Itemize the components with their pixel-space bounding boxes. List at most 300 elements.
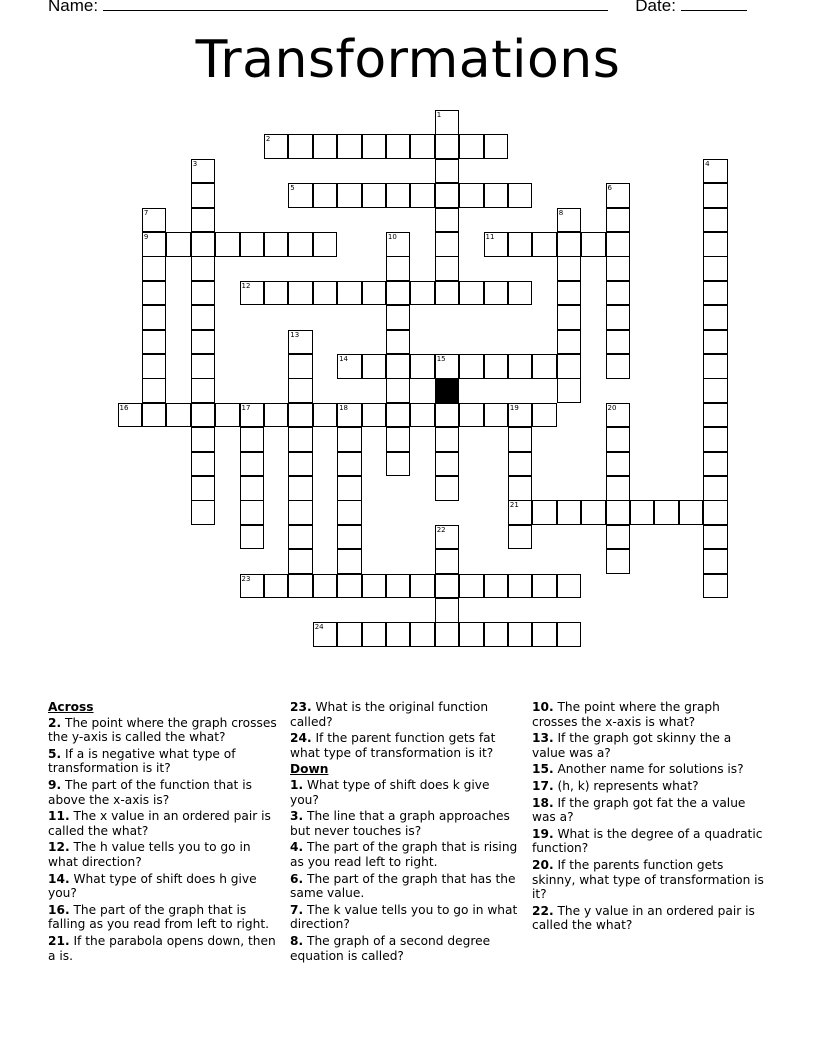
grid-cell[interactable]: [484, 574, 509, 599]
grid-cell[interactable]: [508, 183, 533, 208]
grid-cell[interactable]: [459, 574, 484, 599]
clue-item-number: 13.: [532, 731, 554, 746]
clues-column-1: [48, 700, 280, 965]
grid-cell[interactable]: [459, 354, 484, 379]
grid-cell[interactable]: [288, 549, 313, 574]
grid-cell[interactable]: [459, 622, 484, 647]
grid-cell[interactable]: [606, 354, 631, 379]
grid-cell[interactable]: [240, 232, 265, 257]
clue-item: [290, 731, 522, 760]
grid-cell[interactable]: [508, 476, 533, 501]
grid-cell[interactable]: [557, 281, 582, 306]
grid-cell[interactable]: [703, 427, 728, 452]
grid-cell[interactable]: [142, 354, 167, 379]
clue-item-text: What is the degree of a quadratic function?: [532, 826, 763, 856]
grid-cell[interactable]: [508, 354, 533, 379]
grid-cell[interactable]: [288, 281, 313, 306]
name-label: Name:: [48, 0, 99, 15]
grid-cell[interactable]: [703, 208, 728, 233]
grid-cell[interactable]: [337, 476, 362, 501]
grid-cell[interactable]: [337, 622, 362, 647]
clue-item-number: 20.: [532, 857, 554, 872]
across-heading: Across: [48, 700, 94, 714]
clue-number: 7: [143, 208, 149, 217]
clue-item-text: The point where the graph crosses the y-axis is called the what?: [48, 715, 277, 745]
grid-cell[interactable]: [557, 378, 582, 403]
clue-item: [532, 858, 768, 902]
grid-cell[interactable]: [288, 330, 313, 355]
grid-cell[interactable]: [288, 476, 313, 501]
grid-cell[interactable]: [410, 354, 435, 379]
clue-number: 13: [290, 330, 300, 339]
grid-cell[interactable]: [191, 452, 216, 477]
grid-cell[interactable]: [313, 574, 338, 599]
clue-number: 15: [436, 355, 446, 363]
clue-item-number: 11.: [48, 809, 70, 824]
clue-item-number: 8.: [290, 933, 304, 948]
grid-cell[interactable]: [142, 330, 167, 355]
grid-cell[interactable]: [288, 378, 313, 403]
grid-cell[interactable]: [337, 183, 362, 208]
grid-cell[interactable]: [435, 452, 460, 477]
grid-cell[interactable]: [532, 354, 557, 379]
grid-cell[interactable]: [557, 232, 582, 257]
grid-cell[interactable]: [508, 281, 533, 306]
grid-cell[interactable]: [191, 427, 216, 452]
grid-cell[interactable]: [313, 281, 338, 306]
grid-cell[interactable]: [435, 256, 460, 281]
grid-cell[interactable]: [606, 305, 631, 330]
clue-item-number: 7.: [290, 902, 304, 917]
grid-cell[interactable]: [362, 281, 387, 306]
grid-cell[interactable]: [142, 378, 167, 403]
grid-cell[interactable]: [142, 232, 167, 257]
grid-cell[interactable]: [264, 134, 289, 159]
grid-cell[interactable]: [410, 403, 435, 428]
clue-number: 18: [339, 403, 349, 412]
grid-cell[interactable]: [362, 622, 387, 647]
page-title: Transformations: [195, 30, 621, 90]
grid-cell[interactable]: [240, 452, 265, 477]
grid-cell[interactable]: [435, 354, 460, 379]
grid-cell[interactable]: [654, 500, 679, 525]
grid-cell[interactable]: [435, 427, 460, 452]
clue-item: [48, 747, 280, 776]
grid-cell[interactable]: [703, 159, 728, 184]
clue-number: 11: [485, 233, 495, 241]
grid-cell[interactable]: [532, 622, 557, 647]
grid-cell[interactable]: [288, 232, 313, 257]
clue-item: [48, 778, 280, 807]
grid-cell[interactable]: [508, 232, 533, 257]
grid-cell[interactable]: [240, 403, 265, 428]
clue-number: 9: [143, 233, 149, 241]
grid-cell[interactable]: [532, 403, 557, 428]
grid-cell[interactable]: [435, 574, 460, 599]
clue-item: [532, 779, 768, 794]
clue-item-number: 10.: [532, 700, 554, 714]
grid-cell[interactable]: [459, 134, 484, 159]
clue-item-text: What is the original function called?: [290, 700, 489, 729]
grid-cell[interactable]: [191, 378, 216, 403]
grid-cell[interactable]: [313, 183, 338, 208]
grid-cell[interactable]: [337, 281, 362, 306]
grid-cell[interactable]: [703, 281, 728, 306]
grid-cell[interactable]: [264, 574, 289, 599]
grid-cell[interactable]: [532, 500, 557, 525]
grid-cell[interactable]: [362, 354, 387, 379]
grid-cell[interactable]: [703, 476, 728, 501]
clue-number: 2: [265, 135, 271, 144]
clue-number: 8: [558, 208, 564, 217]
clue-item-number: 15.: [532, 762, 554, 777]
grid-cell[interactable]: [484, 403, 509, 428]
clue-number: 3: [192, 159, 198, 168]
grid-cell[interactable]: [435, 134, 460, 159]
clue-item: [532, 904, 768, 933]
clue-item-text: If the graph got fat the a value was a?: [532, 795, 746, 825]
grid-cell[interactable]: [142, 403, 167, 428]
clue-item: [532, 796, 768, 825]
clue-number: 14: [339, 355, 349, 363]
grid-cell[interactable]: [191, 256, 216, 281]
grid-cell[interactable]: [484, 622, 509, 647]
grid-cell[interactable]: [191, 403, 216, 428]
clue-item-text: Another name for solutions is?: [553, 762, 744, 777]
clue-item-text: If the parents function gets skinny, what type of transformation is it?: [532, 857, 764, 902]
grid-cell[interactable]: [606, 256, 631, 281]
grid-cell[interactable]: [313, 232, 338, 257]
clue-item-number: 4.: [290, 840, 304, 855]
grid-cell[interactable]: [703, 452, 728, 477]
clue-item-number: 18.: [532, 795, 554, 810]
grid-cell[interactable]: [386, 134, 411, 159]
clue-item-text: The graph of a second degree equation is called?: [290, 933, 491, 963]
grid-cell[interactable]: [435, 183, 460, 208]
grid-cell[interactable]: [606, 427, 631, 452]
grid-cell[interactable]: [264, 403, 289, 428]
grid-cell[interactable]: [313, 403, 338, 428]
clue-item: [290, 903, 522, 932]
grid-cell[interactable]: [606, 500, 631, 525]
grid-cell[interactable]: [459, 403, 484, 428]
clue-number: 17: [241, 403, 251, 412]
grid-cell[interactable]: [508, 403, 533, 428]
clue-number: 10: [387, 233, 397, 241]
grid-cell[interactable]: [435, 525, 460, 550]
grid-cell[interactable]: [703, 305, 728, 330]
grid-cell[interactable]: [508, 427, 533, 452]
grid-cell[interactable]: [191, 354, 216, 379]
grid-cell[interactable]: [215, 232, 240, 257]
black-square: [435, 378, 460, 403]
clue-number: 20: [607, 403, 617, 412]
grid-cell[interactable]: [118, 403, 143, 428]
grid-cell[interactable]: [288, 525, 313, 550]
grid-cell[interactable]: [337, 134, 362, 159]
clue-item-number: 12.: [48, 840, 70, 855]
grid-cell[interactable]: [386, 305, 411, 330]
clue-item-text: The k value tells you to go in what direction?: [290, 902, 518, 932]
grid-cell[interactable]: [581, 232, 606, 257]
grid-cell[interactable]: [288, 183, 313, 208]
grid-cell[interactable]: [606, 330, 631, 355]
grid-cell[interactable]: [240, 525, 265, 550]
clue-number: 23: [241, 574, 251, 583]
grid-cell[interactable]: [240, 574, 265, 599]
grid-cell[interactable]: [410, 183, 435, 208]
grid-cell[interactable]: [288, 452, 313, 477]
grid-cell[interactable]: [288, 354, 313, 379]
grid-cell[interactable]: [191, 305, 216, 330]
grid-cell[interactable]: [142, 208, 167, 233]
clue-number: 22: [436, 525, 446, 534]
grid-cell[interactable]: [362, 134, 387, 159]
grid-cell[interactable]: [630, 500, 655, 525]
clue-item-text: If a is negative what type of transformation is it?: [48, 746, 236, 776]
grid-cell[interactable]: [484, 134, 509, 159]
clue-item-text: (h, k) represents what?: [553, 778, 699, 793]
grid-cell[interactable]: [191, 281, 216, 306]
clue-item-text: The part of the function that is above the x-axis is?: [48, 777, 252, 807]
clue-item-text: The line that a graph approaches but never touches is?: [290, 809, 510, 838]
grid-cell[interactable]: [191, 476, 216, 501]
clue-item: [532, 762, 768, 777]
clue-number: 1: [436, 111, 442, 119]
grid-cell[interactable]: [435, 208, 460, 233]
grid-cell[interactable]: [703, 500, 728, 525]
down-clue-list: [290, 778, 522, 963]
clue-item: [532, 731, 768, 760]
grid-cell[interactable]: [557, 500, 582, 525]
grid-cell[interactable]: [435, 598, 460, 623]
date-label: Date:: [635, 0, 676, 15]
grid-cell[interactable]: [337, 452, 362, 477]
grid-cell[interactable]: [484, 354, 509, 379]
grid-cell[interactable]: [264, 232, 289, 257]
grid-cell[interactable]: [703, 378, 728, 403]
grid-cell[interactable]: [288, 427, 313, 452]
grid-cell[interactable]: [410, 134, 435, 159]
grid-cell[interactable]: [703, 574, 728, 599]
grid-cell[interactable]: [508, 622, 533, 647]
clue-item-text: If the graph got skinny the a value was a?: [532, 731, 732, 760]
grid-cell[interactable]: [508, 500, 533, 525]
grid-cell[interactable]: [362, 183, 387, 208]
grid-cell[interactable]: [484, 183, 509, 208]
grid-cell[interactable]: [557, 622, 582, 647]
grid-cell[interactable]: [484, 232, 509, 257]
grid-cell[interactable]: [557, 354, 582, 379]
clue-item: [532, 827, 768, 856]
clue-item-text: The y value in an ordered pair is called the what?: [532, 903, 755, 933]
grid-cell[interactable]: [240, 281, 265, 306]
grid-cell[interactable]: [703, 403, 728, 428]
grid-cell[interactable]: [386, 354, 411, 379]
grid-cell[interactable]: [606, 403, 631, 428]
clue-item: [532, 700, 768, 729]
grid-cell[interactable]: [386, 403, 411, 428]
grid-cell[interactable]: [703, 354, 728, 379]
grid-cell[interactable]: [215, 403, 240, 428]
clue-number: 19: [509, 403, 519, 412]
grid-cell[interactable]: [362, 574, 387, 599]
grid-cell[interactable]: [313, 622, 338, 647]
grid-cell[interactable]: [337, 525, 362, 550]
grid-cell[interactable]: [606, 525, 631, 550]
grid-cell[interactable]: [191, 183, 216, 208]
grid-cell[interactable]: [386, 232, 411, 257]
clue-item-number: 14.: [48, 871, 70, 886]
grid-cell[interactable]: [435, 281, 460, 306]
grid-cell[interactable]: [435, 476, 460, 501]
grid-cell[interactable]: [557, 256, 582, 281]
grid-cell[interactable]: [142, 256, 167, 281]
grid-cell[interactable]: [557, 305, 582, 330]
clue-number: 5: [290, 184, 295, 193]
clue-item-text: The point where the graph crosses the x-axis is what?: [532, 700, 720, 729]
grid-cell[interactable]: [703, 183, 728, 208]
clue-item-text: What type of shift does k give you?: [290, 777, 490, 807]
grid-cell[interactable]: [459, 183, 484, 208]
grid-cell[interactable]: [410, 281, 435, 306]
grid-cell[interactable]: [557, 330, 582, 355]
clue-item-text: The part of the graph that is rising as you read left to right.: [290, 840, 518, 869]
grid-cell[interactable]: [142, 305, 167, 330]
grid-cell[interactable]: [191, 500, 216, 525]
clue-number: 24: [314, 623, 324, 632]
grid-cell[interactable]: [313, 134, 338, 159]
grid-cell[interactable]: [191, 232, 216, 257]
clue-item-text: If the parent function gets fat what type of transformation is it?: [290, 731, 496, 760]
grid-cell[interactable]: [532, 232, 557, 257]
grid-cell[interactable]: [288, 134, 313, 159]
grid-cell[interactable]: [703, 232, 728, 257]
grid-cell[interactable]: [337, 500, 362, 525]
grid-cell[interactable]: [337, 549, 362, 574]
grid-cell[interactable]: [386, 574, 411, 599]
clue-item-number: 16.: [48, 902, 70, 917]
grid-cell[interactable]: [508, 525, 533, 550]
grid-cell[interactable]: [386, 622, 411, 647]
grid-cell[interactable]: [240, 476, 265, 501]
clue-item: [48, 934, 280, 963]
grid-cell[interactable]: [435, 622, 460, 647]
grid-cell[interactable]: [410, 574, 435, 599]
clue-item-number: 3.: [290, 809, 304, 824]
grid-cell[interactable]: [703, 549, 728, 574]
clue-item-number: 21.: [48, 933, 70, 948]
grid-cell[interactable]: [484, 281, 509, 306]
grid-cell[interactable]: [606, 183, 631, 208]
grid-cell[interactable]: [337, 427, 362, 452]
grid-cell[interactable]: [191, 330, 216, 355]
grid-cell[interactable]: [557, 574, 582, 599]
clue-item-number: 19.: [532, 826, 554, 841]
grid-cell[interactable]: [581, 500, 606, 525]
grid-cell[interactable]: [386, 378, 411, 403]
grid-cell[interactable]: [606, 452, 631, 477]
grid-cell[interactable]: [240, 427, 265, 452]
clue-item-number: 17.: [532, 778, 554, 793]
clue-item-text: The part of the graph that has the same value.: [290, 871, 516, 901]
grid-cell[interactable]: [435, 232, 460, 257]
grid-cell[interactable]: [264, 281, 289, 306]
grid-cell[interactable]: [557, 208, 582, 233]
grid-cell[interactable]: [679, 500, 704, 525]
grid-cell[interactable]: [508, 574, 533, 599]
grid-cell[interactable]: [386, 256, 411, 281]
grid-cell[interactable]: [386, 452, 411, 477]
clue-item-number: 23.: [290, 700, 312, 714]
grid-cell[interactable]: [606, 232, 631, 257]
clue-item-number: 1.: [290, 777, 304, 792]
clue-number: 16: [119, 403, 129, 412]
grid-cell[interactable]: [288, 574, 313, 599]
grid-cell[interactable]: [606, 208, 631, 233]
clue-item-text: What type of shift does h give you?: [48, 871, 257, 901]
grid-cell[interactable]: [410, 622, 435, 647]
clue-number: 21: [509, 501, 519, 510]
grid-cell[interactable]: [166, 403, 191, 428]
clue-number: 12: [241, 281, 251, 290]
grid-cell[interactable]: [337, 403, 362, 428]
grid-cell[interactable]: [435, 403, 460, 428]
down-clue-list-continued: [532, 700, 768, 933]
grid-cell[interactable]: [288, 403, 313, 428]
grid-cell[interactable]: [532, 574, 557, 599]
grid-cell[interactable]: [703, 525, 728, 550]
clues-column-2: [290, 700, 522, 965]
grid-cell[interactable]: [435, 110, 460, 135]
grid-cell[interactable]: [337, 574, 362, 599]
clue-item-text: If the parabola opens down, then a is.: [48, 933, 276, 963]
clue-item: [48, 840, 280, 869]
grid-cell[interactable]: [703, 256, 728, 281]
grid-cell[interactable]: [362, 403, 387, 428]
grid-cell[interactable]: [606, 476, 631, 501]
clue-item-number: 2.: [48, 715, 62, 730]
clue-item-text: The h value tells you to go in what direction?: [48, 840, 251, 869]
clue-item-number: 6.: [290, 871, 304, 886]
clue-item: [290, 840, 522, 869]
grid-cell[interactable]: [606, 549, 631, 574]
clue-item: [290, 872, 522, 901]
grid-cell[interactable]: [508, 452, 533, 477]
grid-cell[interactable]: [240, 500, 265, 525]
grid-cell[interactable]: [435, 159, 460, 184]
clue-item: [48, 716, 280, 745]
grid-cell[interactable]: [337, 354, 362, 379]
grid-cell[interactable]: [142, 281, 167, 306]
grid-cell[interactable]: [288, 500, 313, 525]
clue-number: 4: [705, 159, 710, 168]
grid-cell[interactable]: [386, 281, 411, 306]
grid-cell[interactable]: [191, 208, 216, 233]
grid-cell[interactable]: [166, 232, 191, 257]
across-clue-list-continued: [290, 700, 522, 760]
grid-cell[interactable]: [386, 427, 411, 452]
grid-cell[interactable]: [386, 330, 411, 355]
down-heading: Down: [290, 762, 329, 777]
grid-cell[interactable]: [435, 549, 460, 574]
grid-cell[interactable]: [386, 183, 411, 208]
grid-cell[interactable]: [191, 159, 216, 184]
grid-cell[interactable]: [703, 330, 728, 355]
grid-cell[interactable]: [606, 281, 631, 306]
grid-cell[interactable]: [459, 281, 484, 306]
clue-item-number: 9.: [48, 777, 62, 792]
